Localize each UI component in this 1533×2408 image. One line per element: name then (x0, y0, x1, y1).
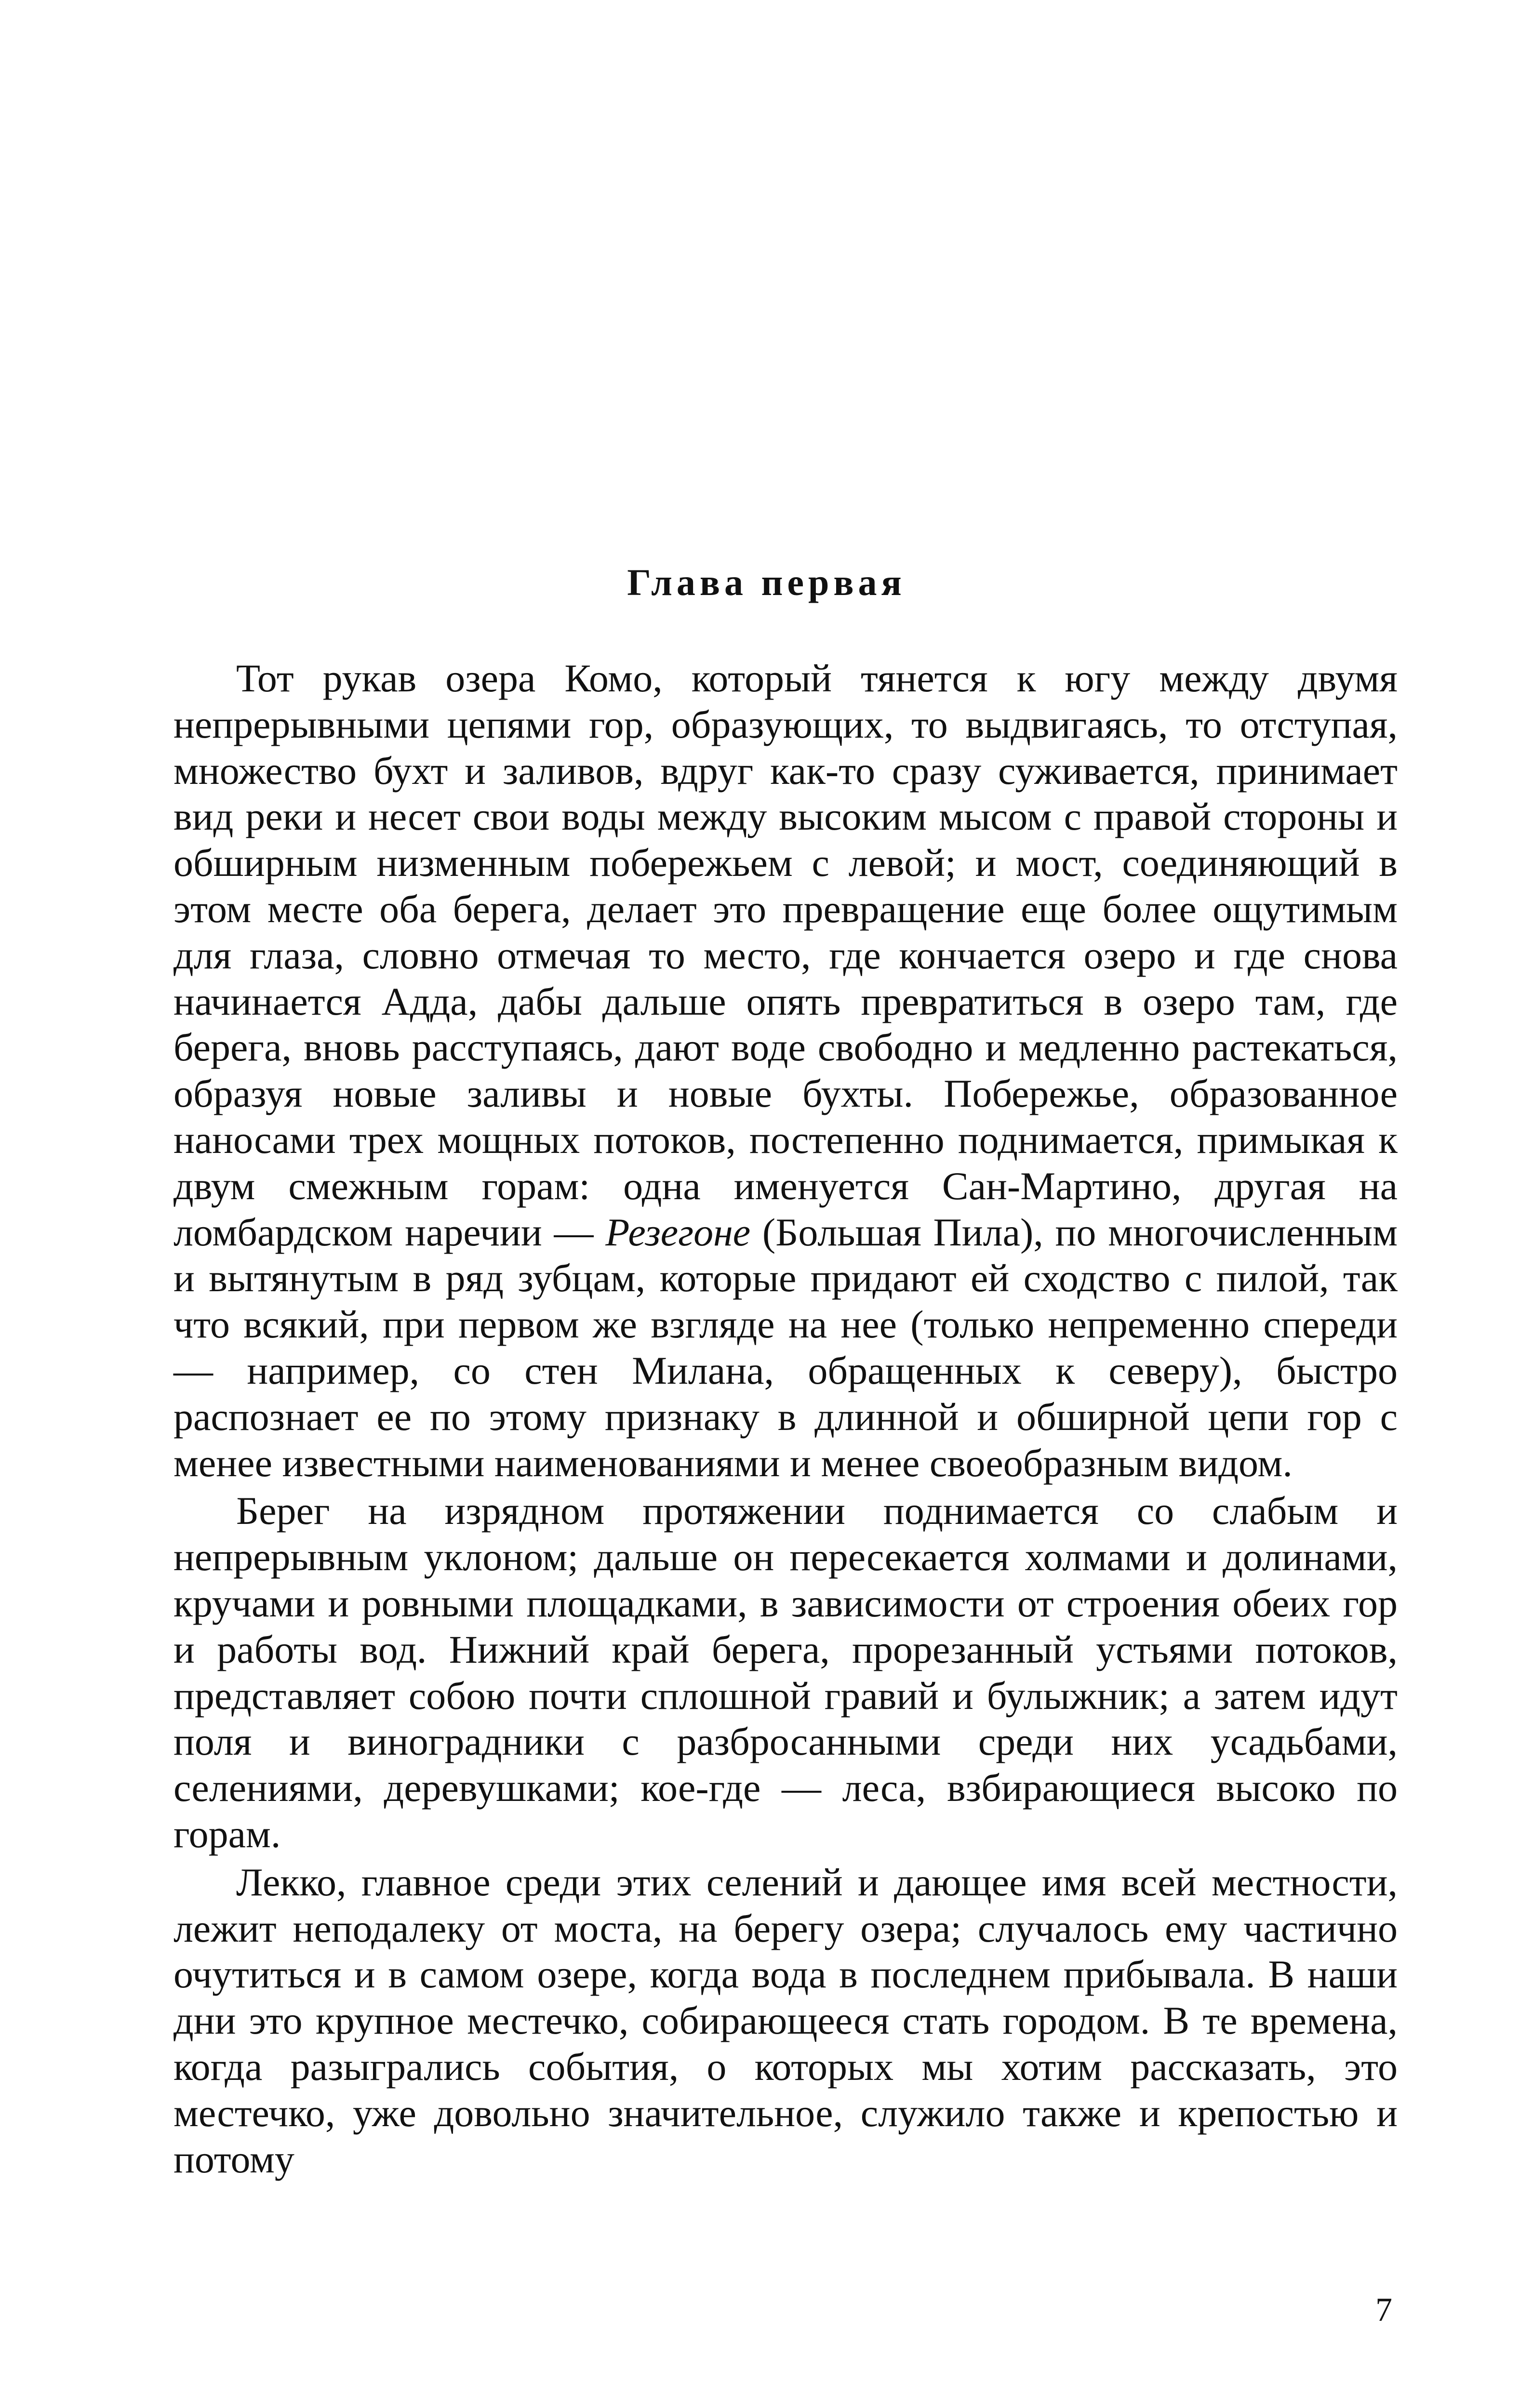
page-number: 7 (1375, 2291, 1392, 2329)
paragraph-1-text-after: (Большая Пила), по многочисленным и вытянутым в ряд зубцам, которые придают ей сходство с пилой, так что всякий, при первом же взгляде на нее (только непременно спереди — например, со стен Милана, обращенных к северу), быстро распознает ее по этому признаку в длинной и обширной цепи гор с менее известными наименованиями и менее своеобразным видом. (173, 1210, 1398, 1485)
paragraph-1-italic-term: Резегоне (605, 1210, 751, 1254)
paragraph-1 (173, 655, 1398, 1486)
paragraph-1-text-before: Тот рукав озера Комо, который тянется к югу между двумя непрерывными цепями гор, образующих, то выдвигаясь, то отступая, множество бухт и заливов, вдруг как-то сразу суживается, принимает вид реки и несет свои воды между высоким мысом с правой стороны и обширным низменным побережьем с левой; и мост, соединяющий в этом месте оба берега, делает это превращение еще более ощутимым для глаза, словно отмечая то место, где кончается озеро и где снова начинается Адда, дабы дальше опять превратиться в озеро там, где берега, вновь расступаясь, дают воде свободно и медленно растекаться, образуя новые заливы и новые бухты. Побережье, образованное наносами трех мощных потоков, постепенно поднимается, примыкая к двум смежным горам: одна именуется Сан-Мартино, другая на ломбардском наречии — (173, 656, 1398, 1254)
chapter-title: Глава первая (627, 561, 906, 603)
paragraph-2: Берег на изрядном протяжении поднимается со слабым и непрерывным уклоном; дальше он пересекается холмами и долинами, кручами и ровными площадками, в зависимости от строения обеих гор и работы вод. Нижний край берега, прорезанный устьями потоков, представляет собою почти сплошной гравий и булыжник; а затем идут поля и виноградники с разбросанными среди них усадьбами, селениями, деревушками; кое-где — леса, взбирающиеся высоко по горам. (173, 1489, 1398, 1856)
body-text (173, 655, 1398, 2182)
paragraph-3: Лекко, главное среди этих селений и дающее имя всей местности, лежит неподалеку от моста, на берегу озера; случалось ему частично очутиться и в самом озере, когда вода в последнем прибывала. В наши дни это крупное местечко, собирающееся стать городом. В те времена, когда разыгрались события, о которых мы хотим рассказать, это местечко, уже довольно значительное, служило также и крепостью и потому (173, 1860, 1398, 2181)
